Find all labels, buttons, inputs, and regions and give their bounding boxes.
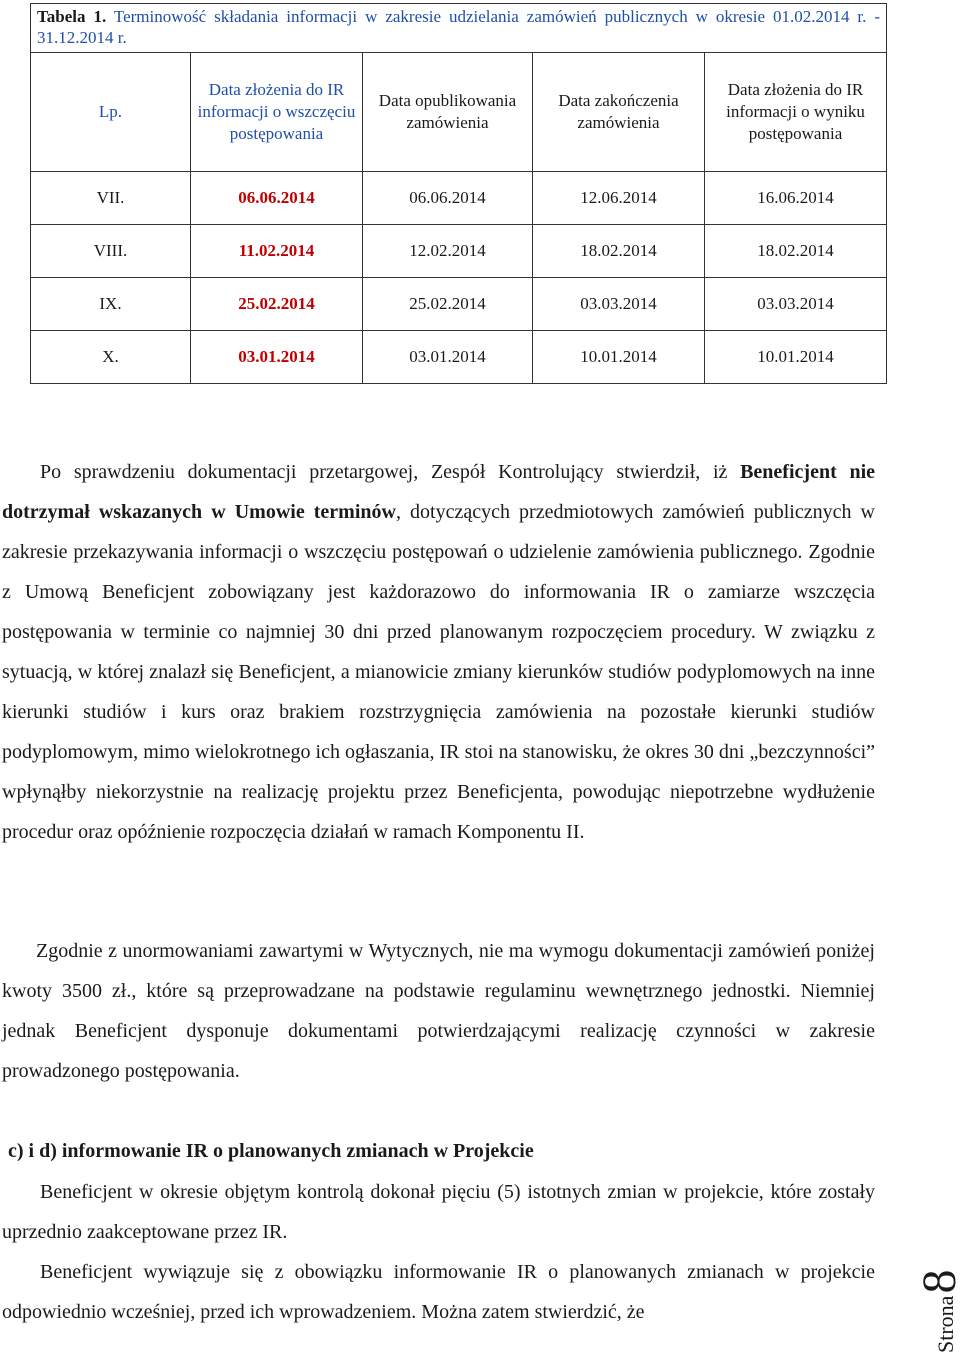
deadlines-table [30,3,887,384]
row-result-info-date: 18.02.2014 [705,225,887,278]
header-completion-date: Data zakończenia zamówienia [533,53,705,172]
paragraph-guidelines: Zgodnie z unormowaniami zawartymi w Wytycznych, nie ma wymogu dokumentacji zamówień poniżej kwoty 3500 zł., które są przeprowadzane na podstawie regulaminu wewnętrznego jednostki. Niemniej jednak Beneficjent dysponuje dokumentami potwierdzającymi realizację czynności w zakresie prowadzonego postępowania. [2,940,875,1082]
row-completion-date: 12.06.2014 [533,172,705,225]
row-publication-date: 12.02.2014 [363,225,533,278]
row-start-info-date: 11.02.2014 [191,225,363,278]
paragraph-findings-rest: , dotyczących przedmiotowych zamówień publicznych w zakresie przekazywania informacji o wszczęciu postępowań o udzielenie zamówienia publicznego. Zgodnie z Umową Beneficjent zobowiązany jest każdorazowo do informowania IR o zamiarze wszczęcia postępowania w terminie co najmniej 30 dni przed planowanym rozpoczęciem procedury. W związku z sytuacją, w której znalazł się Beneficjent, a mianowicie zmiany kierunków studiów podyplomowych na inne kierunki studiów i kurs oraz brakiem rozstrzygnięcia zamówienia na pozostałe kierunki studiów podyplomowym, mimo wielokrotnego ich ogłaszania, IR stoi na stanowisku, że okres 30 dni „bezczynności” wpłynąłby niekorzystnie na realizację projektu przez Beneficjenta, powodując niepotrzebne wydłużenie procedur oraz opóźnienie rozpoczęcia działań w ramach Komponentu II. [2,501,875,843]
section-heading: c) i d) informowanie IR o planowanych zmianach w Projekcie [8,1140,534,1162]
row-publication-date: 06.06.2014 [363,172,533,225]
page-number: 8 [913,1269,966,1294]
table-row [31,172,887,225]
row-start-info-date: 06.06.2014 [191,172,363,225]
paragraph-findings-intro: Po sprawdzeniu dokumentacji przetargowej, Zespół Kontrolujący stwierdził, iż [40,461,741,483]
table-caption-label: Tabela 1. [37,7,107,26]
header-start-info-date: Data złożenia do IR informacji o wszczęciu postępowania [191,53,363,172]
row-result-info-date: 16.06.2014 [705,172,887,225]
table-caption-text: Terminowość składania informacji w zakresie udzielania zamówień publicznych w okresie 01.02.2014 r. - 31.12.2014 r. [37,7,881,47]
row-lp: IX. [31,278,191,331]
page-label: Strona [933,1295,958,1353]
row-start-info-date: 25.02.2014 [191,278,363,331]
row-lp: X. [31,331,191,384]
row-completion-date: 03.03.2014 [533,278,705,331]
row-completion-date: 10.01.2014 [533,331,705,384]
table-caption [31,4,887,53]
row-result-info-date: 03.03.2014 [705,278,887,331]
row-publication-date: 03.01.2014 [363,331,533,384]
page-footer [913,1228,966,1353]
table-row [31,278,887,331]
row-publication-date: 25.02.2014 [363,278,533,331]
header-result-info-date: Data złożenia do IR informacji o wyniku postępowania [705,53,887,172]
paragraph-changes: Beneficjent w okresie objętym kontrolą dokonał pięciu (5) istotnych zmian w projekcie, które zostały uprzednio zaakceptowane przez IR. [2,1181,875,1243]
table-row [31,331,887,384]
header-lp: Lp. [31,53,191,172]
paragraph-obligation: Beneficjent wywiązuje się z obowiązku informowanie IR o planowanych zmianach w projekcie odpowiednio wcześniej, przed ich wprowadzeniem. Można zatem stwierdzić, że [2,1261,875,1323]
header-publication-date: Data opublikowania zamówienia [363,53,533,172]
row-lp: VII. [31,172,191,225]
row-lp: VIII. [31,225,191,278]
table-row [31,225,887,278]
table-header-row [31,53,887,172]
paragraph-findings [2,452,875,852]
paragraph-findings-bold: Beneficjent nie dotrzymał wskazanych w Umowie terminów [2,461,875,523]
row-result-info-date: 10.01.2014 [705,331,887,384]
row-completion-date: 18.02.2014 [533,225,705,278]
row-start-info-date: 03.01.2014 [191,331,363,384]
